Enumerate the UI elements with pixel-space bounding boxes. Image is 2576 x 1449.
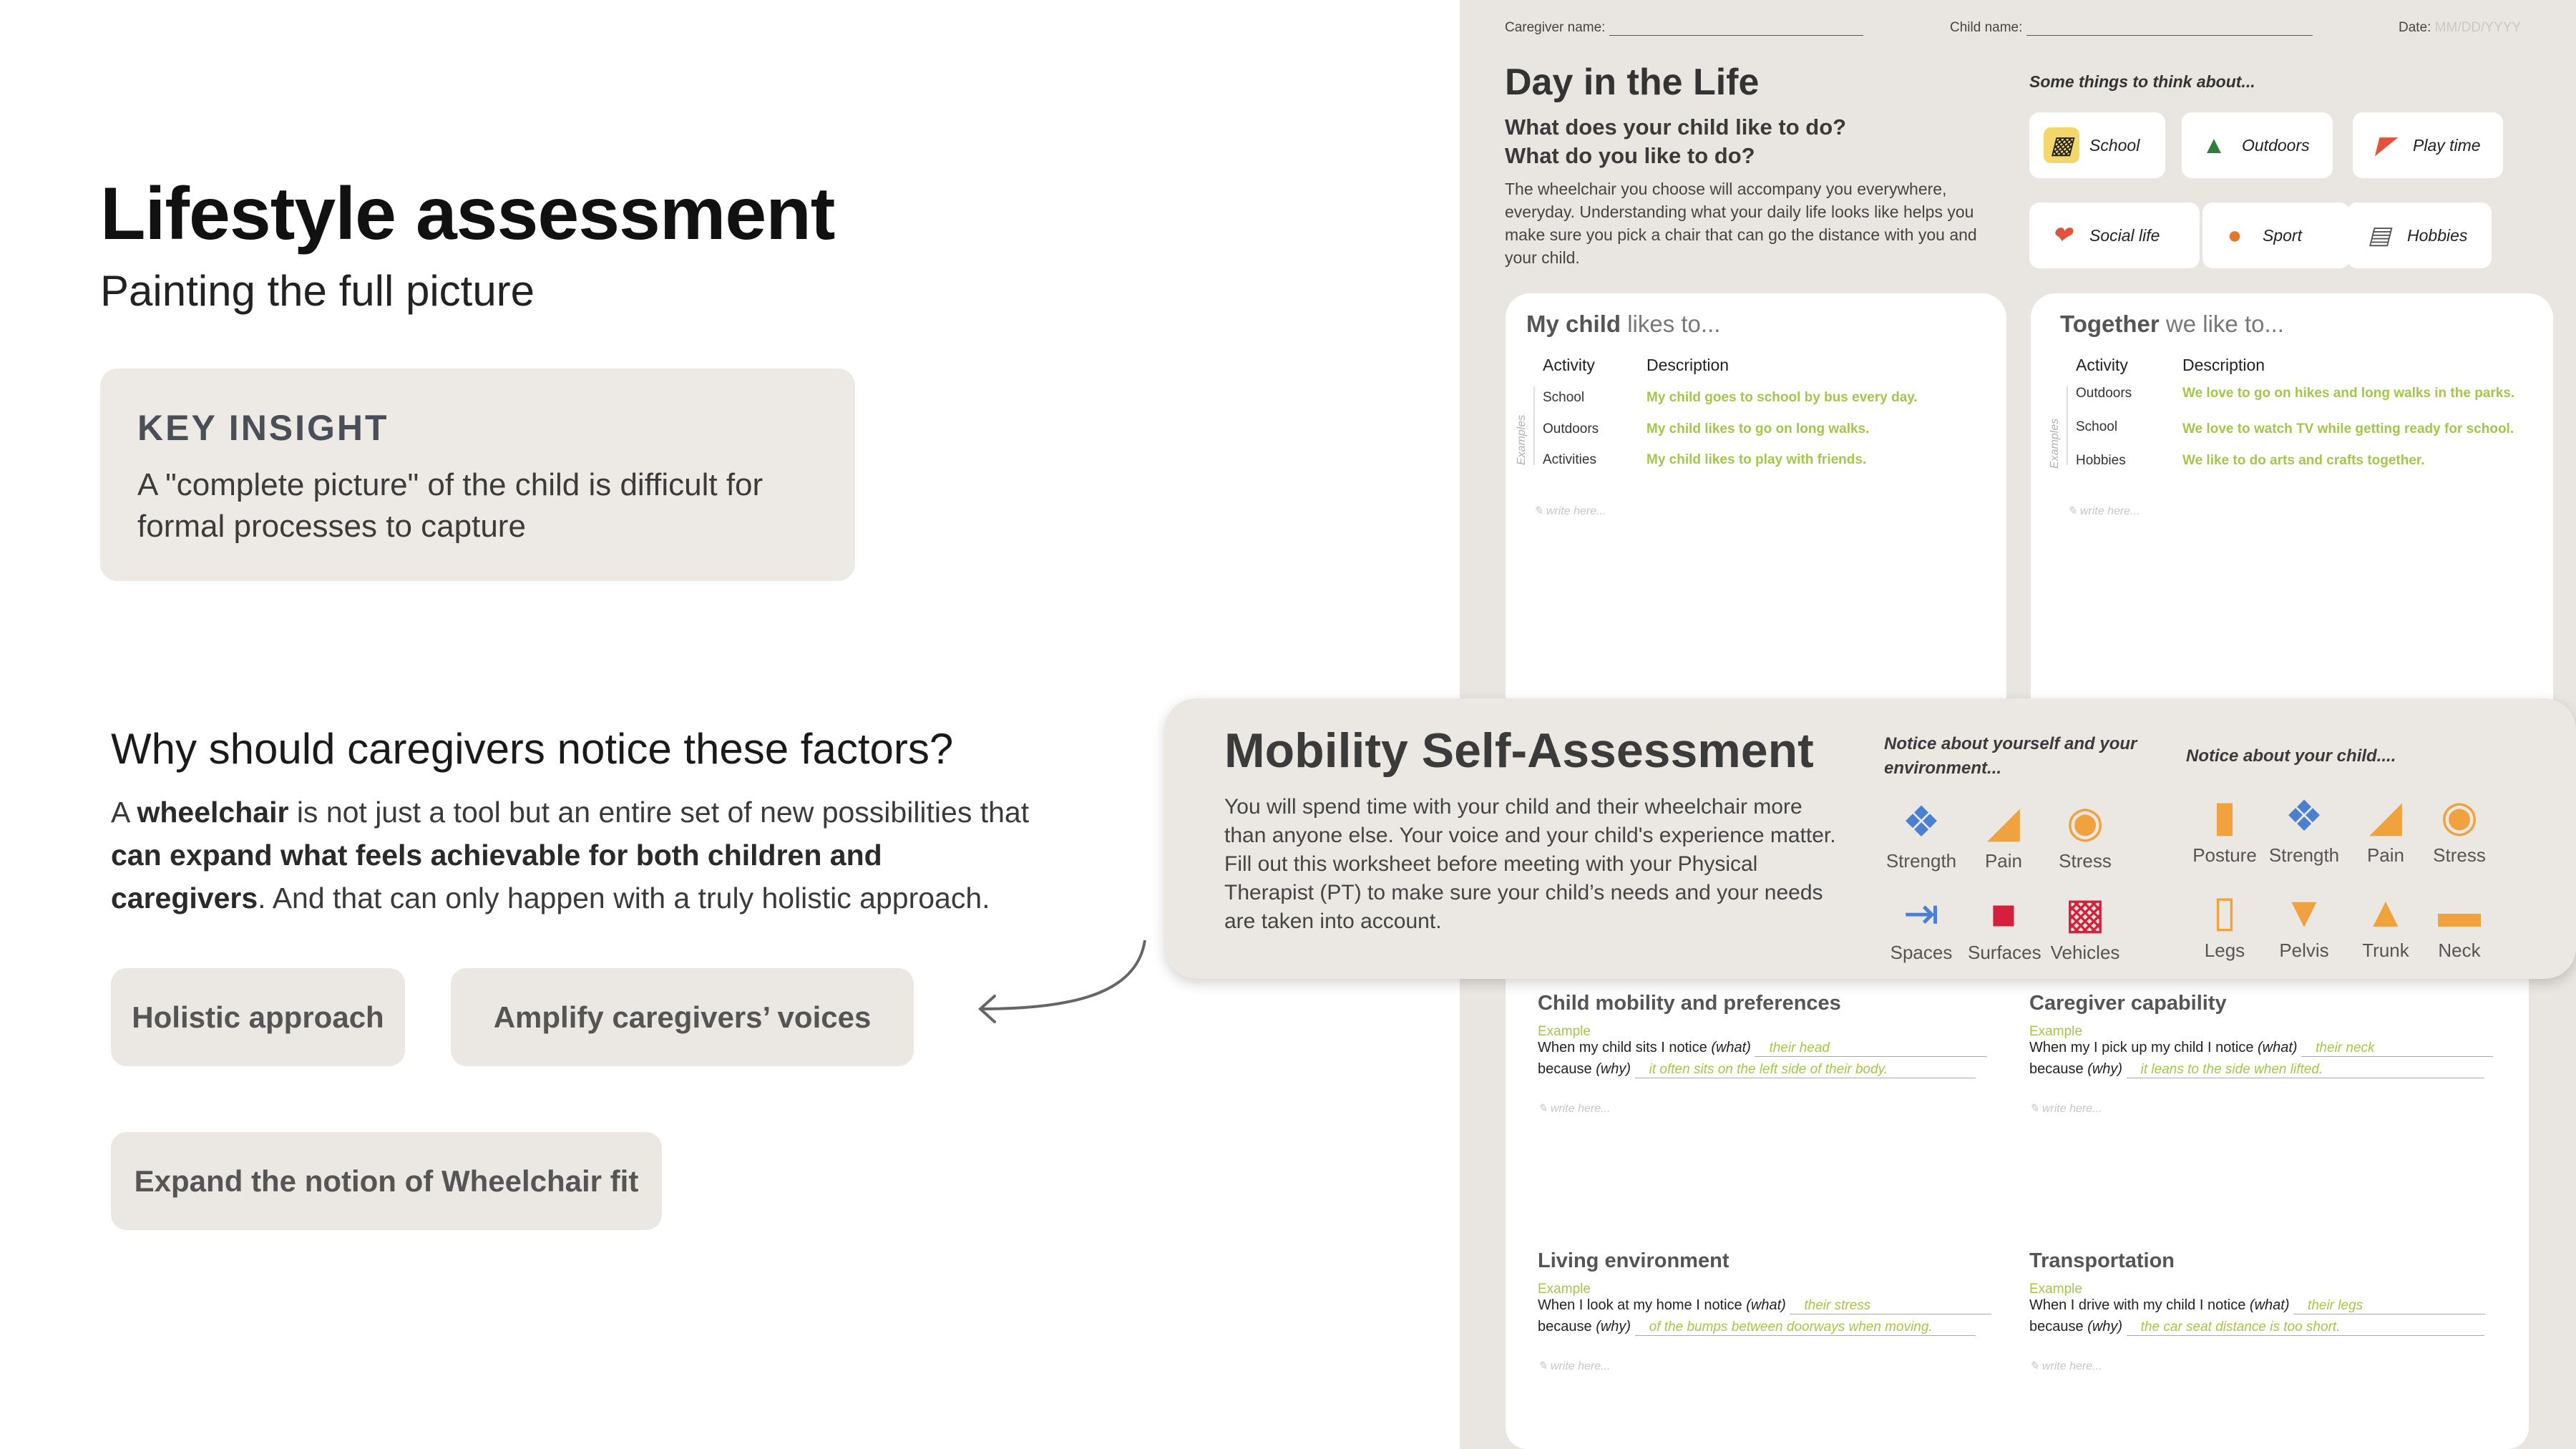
chip-expand-wheelchair-fit[interactable]: Expand the notion of Wheelchair fit <box>111 1132 662 1230</box>
think-chip-label: School <box>2089 135 2140 155</box>
dumbbell-icon: ❖ <box>1902 798 1941 846</box>
section-child-mobility <box>1538 992 1987 1116</box>
why-label: (why) <box>2087 1061 2123 1077</box>
example-label: Example <box>2029 1282 2082 1297</box>
example-fill: it leans to the side when lifted. <box>2127 1062 2484 1078</box>
example-fill: it often sits on the left side of their body. <box>1635 1062 1976 1078</box>
factor-vehicles <box>2049 886 2121 964</box>
child-factor-stress <box>2424 789 2495 867</box>
think-chip-school[interactable] <box>2029 112 2165 178</box>
factor-pain <box>1968 794 2039 872</box>
mobility-text: You will spend time with your child and their wheelchair more than anyone else. Your voice and your child's experience matter. Fill out this worksheet before meeting with your Physical Therapist (PT) to make sure your child’s needs and your needs are taken into account. <box>1224 795 1836 933</box>
example-fill: their head <box>1755 1040 1987 1057</box>
table-row: We love to go on hikes and long walks in the parks. <box>2182 386 2515 401</box>
factor-strength <box>1885 794 1957 872</box>
think-chip-play-time[interactable] <box>2353 112 2503 178</box>
example-label: Example <box>2029 1024 2082 1039</box>
line-text: because <box>1538 1319 1592 1335</box>
table-row: Hobbies <box>2076 453 2126 468</box>
caregiver-name-field[interactable] <box>1505 20 1863 36</box>
write-here-input[interactable]: ✎ write here... <box>2067 505 2140 517</box>
dumbbell-icon: ❖ <box>2285 792 2323 840</box>
example-line-why <box>2029 1061 2493 1078</box>
title-rest: likes to... <box>1621 311 1721 337</box>
doc-title: Day in the Life <box>1505 62 1760 103</box>
hand-heart-icon: ❤ <box>2051 222 2072 249</box>
example-fill: their stress <box>1790 1298 1991 1314</box>
write-here-input[interactable]: ✎ write here... <box>1533 505 1606 517</box>
example-line-what <box>1538 1297 1991 1314</box>
pain-arm-icon: ◢ <box>1986 798 2021 846</box>
table-row: Outdoors <box>2076 386 2132 401</box>
trunk-icon: ▲ <box>2364 887 2407 936</box>
curved-arrow-icon <box>966 930 1159 1030</box>
notice-child-heading: Notice about your child.... <box>2186 746 2396 766</box>
key-insight-card <box>100 369 855 581</box>
example-line-what <box>2029 1297 2485 1314</box>
date-placeholder: MM/DD/YYYY <box>2434 20 2522 35</box>
what-label: (what) <box>2258 1040 2298 1055</box>
factor-label: Pain <box>1984 850 2023 872</box>
write-here-placeholder: write here... <box>1550 1103 1611 1115</box>
factor-label: Pelvis <box>2279 940 2329 961</box>
write-here-input[interactable]: ✎ write here... <box>2029 1103 2102 1115</box>
abc-blocks-icon: ▩ <box>2044 127 2079 163</box>
car-icon: ▩ <box>2064 889 2106 937</box>
factor-label: Posture <box>2192 844 2257 866</box>
table-row: Activities <box>1543 452 1596 467</box>
together-card-title <box>2060 311 2284 338</box>
table-row: My child likes to go on long walks. <box>1646 421 1870 436</box>
spine-icon: ▮ <box>2212 792 2237 840</box>
think-chip-label: Hobbies <box>2407 225 2468 245</box>
neck-icon: ▬ <box>2438 887 2481 936</box>
factor-label: Surfaces <box>1968 942 2041 963</box>
my-child-card-title <box>1526 311 1720 338</box>
example-line-what <box>2029 1040 2493 1057</box>
write-here-input[interactable]: ✎ write here... <box>1538 1360 1611 1372</box>
think-chip-outdoors[interactable] <box>2182 112 2333 178</box>
write-here-input[interactable]: ✎ write here... <box>2029 1360 2102 1372</box>
factor-label: Strength <box>1885 850 1957 872</box>
what-label: (what) <box>1711 1040 1751 1055</box>
stress-head-icon: ◉ <box>2440 792 2479 840</box>
example-fill: of the bumps between doorways when moving. <box>1635 1319 1976 1336</box>
title-bold: Together <box>2060 311 2160 337</box>
para-text-2: is not just a tool but an entire set of new possibilities that <box>288 796 1030 829</box>
write-here-placeholder: write here... <box>1546 505 1606 517</box>
col-activity: Activity <box>1543 356 1595 374</box>
what-label: (what) <box>1746 1297 1786 1313</box>
factor-surfaces <box>1968 886 2039 964</box>
child-factor-pain <box>2350 789 2421 867</box>
example-label: Example <box>1538 1282 1591 1297</box>
question-heading: Why should caregivers notice these factors? <box>111 725 954 773</box>
example-line-why <box>2029 1319 2485 1336</box>
line-text: because <box>2029 1319 2084 1335</box>
table-row: My child goes to school by bus every day. <box>1646 390 1918 405</box>
factor-label: Pain <box>2366 844 2405 866</box>
factor-label: Stress <box>2433 844 2486 866</box>
think-about-label: Some things to think about... <box>2029 72 2255 91</box>
child-factor-trunk <box>2350 884 2421 962</box>
think-chip-hobbies[interactable] <box>2347 203 2492 268</box>
child-factor-pelvis <box>2268 884 2340 962</box>
line-text: When my child sits I notice <box>1538 1040 1707 1055</box>
think-chip-label: Social life <box>2089 225 2160 245</box>
col-activity: Activity <box>2076 356 2128 374</box>
section-living-environment <box>1538 1249 1991 1373</box>
factor-label: Vehicles <box>2050 942 2120 963</box>
think-chip-label: Outdoors <box>2242 135 2310 155</box>
caregiver-name-label: Caregiver name: <box>1505 20 1606 35</box>
trees-icon: ▲ <box>2202 131 2226 159</box>
col-description: Description <box>1646 356 1729 374</box>
surface-square-icon: ■ <box>1990 889 2017 938</box>
chip-amplify-caregivers-voices[interactable]: Amplify caregivers’ voices <box>451 968 914 1066</box>
section-transportation <box>2029 1249 2485 1373</box>
key-insight-label: KEY INSIGHT <box>137 408 389 448</box>
line-text: because <box>2029 1061 2084 1077</box>
example-line-why <box>1538 1319 1991 1336</box>
notice-yourself-heading: Notice about yourself and your environment... <box>1884 734 2137 778</box>
table-row: My child likes to play with friends. <box>1646 452 1867 467</box>
what-label: (what) <box>2249 1297 2290 1313</box>
think-chip-social-life[interactable] <box>2029 203 2200 268</box>
child-factor-neck <box>2424 884 2495 962</box>
table-row: School <box>2076 419 2118 434</box>
playground-slide-icon: ◤ <box>2375 132 2395 159</box>
example-line-what <box>1538 1040 1987 1057</box>
write-here-input[interactable]: ✎ write here... <box>1538 1103 1611 1115</box>
table-row: School <box>1543 390 1585 405</box>
section-title: Living environment <box>1538 1249 1729 1272</box>
piano-icon: ▤ <box>2367 222 2391 249</box>
example-fill: the car seat distance is too short. <box>2127 1319 2484 1336</box>
write-here-placeholder: write here... <box>2041 1360 2102 1372</box>
factor-spaces <box>1885 886 1957 964</box>
spaces-arrows-icon: ⇥ <box>1903 889 1940 937</box>
think-chip-sport[interactable] <box>2202 203 2350 268</box>
example-label: Example <box>1538 1024 1591 1039</box>
examples-divider <box>2067 386 2068 465</box>
title-bold: My child <box>1526 311 1621 337</box>
section-title: Child mobility and preferences <box>1538 992 1841 1015</box>
example-fill: their neck <box>2301 1040 2493 1057</box>
line-text: When I look at my home I notice <box>1538 1297 1742 1313</box>
date-field[interactable] <box>2399 20 2521 36</box>
child-name-field[interactable] <box>1950 20 2313 36</box>
para-text-1: A <box>111 796 137 829</box>
section-title: Transportation <box>2029 1249 2175 1272</box>
section-caregiver-capability <box>2029 992 2493 1116</box>
factor-label: Trunk <box>2362 940 2409 961</box>
line-text: because <box>1538 1061 1592 1077</box>
doc-questions <box>1505 113 1963 170</box>
legs-icon: ▯ <box>2212 887 2237 935</box>
date-label: Date: <box>2399 20 2431 35</box>
factor-label: Stress <box>2059 850 2112 872</box>
child-factor-strength <box>2268 789 2340 867</box>
explanation-paragraph <box>111 791 1041 919</box>
child-factor-posture <box>2189 789 2260 867</box>
para-text-3: . And that can only happen with a truly holistic approach. <box>258 882 990 914</box>
why-label: (why) <box>1596 1061 1631 1077</box>
basketball-icon: ● <box>2227 221 2243 249</box>
para-bold-2: can expand what feels achievable for both children and caregivers <box>111 839 882 914</box>
mobility-title: Mobility Self-Assessment <box>1224 723 1814 778</box>
question-you: What do you like to do? <box>1505 143 1755 168</box>
think-chip-label: Sport <box>2263 225 2302 245</box>
question-child: What does your child like to do? <box>1505 114 1847 140</box>
line-text: When my I pick up my child I notice <box>2029 1040 2254 1055</box>
slide-subtitle: Painting the full picture <box>100 267 535 315</box>
doc-intro: The wheelchair you choose will accompany you everywhere, everyday. Understanding what your daily life looks like helps you make sure you pick a chair that can go the distance with you and your child. <box>1505 180 1977 267</box>
example-line-why <box>1538 1061 1987 1078</box>
factor-label: Spaces <box>1890 942 1953 963</box>
examples-label: Examples <box>2049 418 2061 469</box>
think-chip-label: Play time <box>2413 135 2481 155</box>
child-name-label: Child name: <box>1950 20 2023 35</box>
caregiver-name-line[interactable] <box>1609 23 1863 36</box>
examples-label: Examples <box>1516 414 1528 465</box>
col-description: Description <box>2182 356 2265 374</box>
para-bold-1: wheelchair <box>137 796 289 829</box>
child-name-line[interactable] <box>2026 23 2313 36</box>
table-row: Outdoors <box>1543 421 1599 436</box>
factor-stress <box>2049 794 2121 872</box>
table-row: We like to do arts and crafts together. <box>2182 453 2425 468</box>
pelvis-icon: ▼ <box>2283 887 2326 936</box>
stress-head-icon: ◉ <box>2066 798 2104 846</box>
pain-arm-icon: ◢ <box>2368 792 2403 840</box>
write-here-placeholder: write here... <box>1550 1360 1611 1372</box>
write-here-placeholder: write here... <box>2079 505 2140 517</box>
slide-title: Lifestyle assessment <box>100 172 835 255</box>
chip-holistic-approach[interactable]: Holistic approach <box>111 968 405 1066</box>
examples-divider <box>1533 386 1535 465</box>
table-row: We love to watch TV while getting ready for school. <box>2182 421 2514 436</box>
why-label: (why) <box>2087 1319 2123 1335</box>
child-factor-legs <box>2189 884 2260 962</box>
why-label: (why) <box>1596 1319 1631 1335</box>
title-rest: we like to... <box>2159 311 2284 337</box>
write-here-placeholder: write here... <box>2041 1103 2102 1115</box>
line-text: When I drive with my child I notice <box>2029 1297 2246 1313</box>
example-fill: their legs <box>2293 1298 2485 1314</box>
factor-label: Strength <box>2268 844 2340 866</box>
factor-label: Neck <box>2438 940 2481 961</box>
factor-label: Legs <box>2204 940 2245 961</box>
section-title: Caregiver capability <box>2029 992 2227 1015</box>
key-insight-text: A "complete picture" of the child is difficult for formal processes to capture <box>137 467 763 544</box>
